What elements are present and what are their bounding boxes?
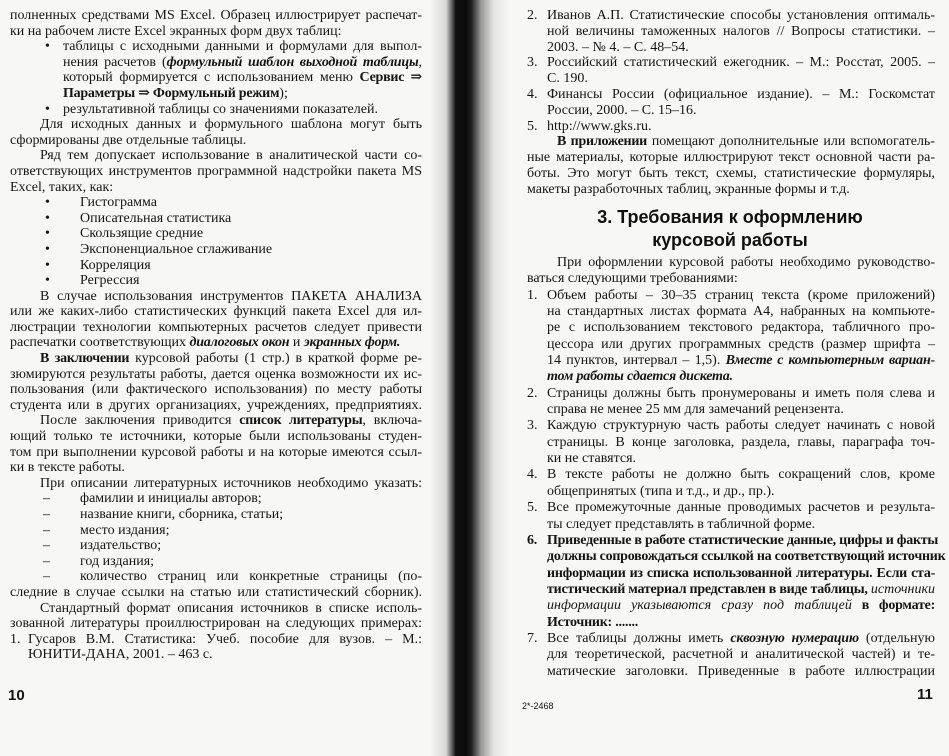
list-marker: • [45,241,50,257]
list-marker: 1. [527,287,538,303]
text-line [527,369,935,385]
text-run: ваться следующими требованиями: [527,271,738,287]
text-run: ты следует представлять в табличной форме. [547,516,816,532]
list-item-line [10,507,422,523]
text-run: название книги, сборника, статьи; [80,507,284,522]
text-run: ющий только те источники, которые были использованы студен- [10,429,422,445]
text-run: или же каких-либо статистических функций пакета Excel для ил- [10,304,422,320]
text-line [527,582,935,598]
text-run: том при выполнении курсовой работы и на которые имеются ссыл- [10,444,422,460]
emphasized-text: диалоговых окон [189,335,290,351]
text-line [10,585,422,601]
emphasized-text: том работы сдается дискета. [547,369,733,385]
list-item-line [527,55,935,71]
left-page-text [10,8,422,663]
emphasized-text: в формате: [851,598,936,614]
text-line [527,71,935,87]
list-item-line [10,554,422,570]
text-line [527,353,935,369]
text-run: для теоретической, расчетной и аналитической частей) и те- [547,647,935,663]
text-run: зованной литературы проиллюстрирован на следующих примерах: [10,616,422,632]
text-run: ки на рабочем листе Excel экранных форм двух таблиц: [10,23,342,39]
text-line [10,647,422,663]
list-marker: 4. [527,467,538,483]
list-item-line [527,418,935,434]
emphasized-text: тистический материал представлен в виде таблицы, [547,581,871,597]
list-item-line [10,569,422,585]
text-run: матические заголовки. Приведенные в работе иллюстрации [547,663,935,679]
text-run: люстрации технологии компьютерных расчетов следует привести [10,319,422,335]
text-line [10,616,422,632]
text-run: следние в случае ссылки на статью или статистический сборник). [10,584,422,600]
text-line [527,24,935,40]
text-line [527,451,935,467]
text-line [10,180,422,196]
text-run: В случае использования инструментов ПАКЕТА АНАЛИЗА [40,288,422,304]
text-run: Описательная статистика [80,210,232,226]
text-run: место издания; [80,522,170,538]
text-run: распечатки соответствующих [10,335,190,351]
text-run: результативной таблицы со значениями показателей. [63,101,378,117]
text-run: нения расчетов ( [63,54,167,70]
text-run: Скользящие средние [80,226,204,242]
list-item-line [10,491,422,507]
printer-signature-mark: 2*-2468 [522,701,554,711]
emphasized-text: Приведенные в работе статистические данные, цифры и факты [547,532,939,548]
text-run: издательство; [80,538,162,554]
list-marker: – [43,507,50,522]
text-run: Корреляция [80,257,151,273]
text-line [527,255,935,271]
text-run: зюмируются результаты работы, дается оценка возможности их ис- [10,366,422,382]
text-line [10,445,422,461]
text-line [10,398,422,414]
list-marker: – [43,569,50,585]
emphasized-text: экранных форм. [303,335,401,351]
text-run: , включа- [362,413,422,429]
list-marker: • [45,273,50,289]
list-item-line [10,226,422,242]
text-run: Все промежуточные данные проводимых расчетов и результа- [547,500,935,516]
list-item-line [527,87,935,103]
text-line [10,351,422,367]
text-run: , [418,54,422,70]
emphasized-text: информации указываются сразу под таблицей [547,598,852,614]
list-marker: 5. [527,500,538,516]
text-run: Российский статистический ежегодник. – М.: Росстат, 2005. – [547,55,935,71]
text-line [527,435,935,451]
text-run: Экспоненциальное сглаживание [80,241,273,257]
text-run: на стандартных листах формата А4, набранных на компьюте- [547,304,935,320]
text-run: справа не менее 25 мм для замечаний рецензента. [547,402,844,418]
emphasized-text: информации из списка использованной литературы. Если ста- [547,565,935,581]
right-page-requirements [527,255,946,680]
text-line [527,166,935,182]
emphasized-text: Вместе с компьютерным вариан- [725,353,935,369]
list-item-line [527,119,935,135]
text-line [10,55,422,71]
list-item-line [10,211,422,227]
text-line [527,549,946,565]
emphasized-text: источники [870,581,936,597]
list-marker: – [43,491,50,507]
text-run: ответствующих инструментов программной надстройки пакета MS [10,163,422,179]
list-item-line [10,632,422,648]
list-marker: • [45,195,50,211]
emphasized-text: В приложении [557,134,647,150]
text-run: 14 пунктов, интервал – 1,5). [547,353,726,369]
text-run: студента или в других организациях, учреждениях, предприятиях. [10,397,422,413]
text-line [527,40,935,56]
list-marker: 2. [527,8,538,23]
text-line [527,304,935,320]
emphasized-text: В заключении [40,351,130,367]
text-run: макеты разработочных таблиц, экранные формы и т.д. [527,181,850,197]
emphasized-text: Источник: ....... [547,614,638,630]
list-marker: – [43,522,50,538]
text-line [10,320,422,336]
text-run: России, 2000. – С. 15–16. [547,102,697,118]
right-page-references [527,8,935,198]
list-item-line [527,467,935,483]
text-run: С. 190. [547,71,588,87]
text-line [10,148,422,164]
list-item-line [10,102,422,118]
section-heading-line-1: 3. Требования к оформлению [597,207,863,227]
list-marker: 6. [527,532,537,548]
text-run: и [289,335,304,351]
list-marker: 1. [10,631,21,647]
text-line [527,484,935,500]
list-item-line [10,195,422,211]
text-run: Финансы России (официальное издание). – М.: Госкомстат [547,86,935,102]
emphasized-text: формульный шаблон выходной таблицы [166,54,419,70]
text-line [527,337,935,353]
text-run: ной величины таможенных налогов // Вопросы статистики. – [547,23,935,39]
text-line [527,271,935,287]
list-item-line [527,8,935,24]
text-line [10,460,422,476]
text-line [10,367,422,383]
text-run: общепринятых (типа и т.д., и др., пр.). [547,483,775,499]
text-line [10,133,422,149]
list-item-line [10,39,422,55]
text-line [10,304,422,320]
text-run: сформированы две отдельные таблицы. [10,132,247,148]
text-line [527,615,935,631]
text-run: В тексте работы не должно быть сокращений слов, кроме [547,467,935,483]
text-run: Иванов А.П. Статистические способы установления оптималь- [547,8,935,23]
text-run: полненных средствами MS Excel. Образец иллюстрирует распечат- [10,8,422,23]
text-line [10,476,422,492]
emphasized-text: сквозную нумерацию [730,630,859,646]
text-run: таблицы с исходными данными и формулами для выпол- [63,39,422,55]
text-run: курсовой работы (1 стр.) в краткой форме ре- [129,351,423,367]
text-run: количество страниц или конкретные страницы (по- [80,569,422,585]
list-item-line [527,288,935,304]
text-line [527,402,935,418]
text-run: 2003. – № 4. – С. 48–54. [547,39,689,55]
text-line [527,320,935,336]
text-line [10,70,422,86]
page-number-left: 10 [8,687,25,704]
text-line [10,8,422,24]
emphasized-text: должны сопровождаться ссылкой на соответствующий источник [547,549,946,565]
page-number-right: 11 [917,686,933,703]
text-run: страницы. В конце заголовка, раздела, главы, параграфа точ- [547,434,935,450]
text-run: (отдельную [858,630,936,646]
text-run: Страницы должны быть пронумерованы и иметь поля слева и [547,385,935,401]
text-line [527,134,935,150]
text-run: боты. Это могут быть текст, схемы, статистические формуляры, [527,165,935,181]
emphasized-text: Сервис ⇒ [359,70,422,86]
list-item-line [10,523,422,539]
text-run: Гистограмма [80,195,157,211]
list-item-line [527,386,935,402]
list-item-line [10,538,422,554]
text-run: http://www.gks.ru. [547,118,652,134]
list-marker: 2. [527,385,538,401]
list-item-line [527,631,935,647]
text-run: ре с использованием текстового редактора, табличного про- [547,320,935,336]
list-marker: 5. [527,118,538,134]
text-run: ные материалы, которые иллюстрируют текст основной части ра- [527,150,935,166]
text-run: ЮНИТИ-ДАНА, 2001. – 463 с. [28,647,213,663]
text-run: Для исходных данных и формульного шаблона могут быть [40,117,422,133]
text-run: помещают дополнительные или вспомогатель- [646,134,935,150]
text-line [10,86,422,102]
text-run: Стандартный формат описания источников в списке исполь- [40,600,422,616]
text-line [527,598,935,614]
text-line [527,150,935,166]
text-run: Объем работы – 30–35 страниц текста (кроме приложений) [547,287,935,303]
list-item-line [10,258,422,274]
text-line [527,103,935,119]
list-item-line [527,532,939,549]
text-run: ки не ставятся. [547,451,637,467]
text-line [10,335,422,351]
text-run: Регрессия [80,273,140,289]
text-line [527,517,935,533]
text-run: фамилии и инициалы авторов; [80,491,262,507]
list-marker: – [43,538,50,554]
text-run: При описании литературных источников необходимо указать: [40,475,422,491]
text-run: цессора или других программных средств (размер шрифта – [547,336,935,352]
book-spine [430,0,510,756]
text-run: ); [279,85,288,101]
list-item-line [527,500,935,516]
text-line [10,601,422,617]
section-heading-line-2: курсовой работы [652,230,808,250]
text-line [527,566,935,582]
list-marker: • [45,101,50,117]
text-run: ки в тексте работы. [10,460,125,476]
text-line [527,647,935,663]
list-marker: 7. [527,630,538,646]
text-run: Гусаров В.М. Статистика: Учеб. пособие для вузов. – М.: [28,631,422,647]
list-marker: • [45,257,50,273]
text-run: Каждую структурную часть работы следует начинать с новой [547,418,935,434]
text-run: который формируется с использованием меню [63,70,360,86]
text-line [10,164,422,180]
text-run: Все таблицы должны иметь [547,630,731,646]
text-run: год издания; [80,553,155,569]
text-line [527,182,935,198]
list-marker: 4. [527,86,538,102]
text-line [10,382,422,398]
text-run: После заключения приводится [40,413,240,429]
list-marker: • [45,39,50,55]
list-marker: • [45,210,50,226]
list-marker: 3. [527,418,538,434]
emphasized-text: список литературы [239,413,363,429]
text-run: пользования (или фактического использования) по месту работы [10,382,422,398]
text-run: Excel, таких, как: [10,179,114,195]
list-marker: 3. [527,55,538,71]
list-marker: • [45,226,50,242]
list-item-line [10,242,422,258]
text-run: При оформлении курсовой работы необходимо руководство- [557,255,935,270]
text-line [527,664,935,680]
text-line [10,413,422,429]
text-line [10,117,422,133]
section-heading [540,206,920,252]
text-line [10,24,422,40]
list-marker: – [43,553,50,569]
list-item-line [10,273,422,289]
text-run: Ряд тем допускает использование в аналитической части со- [40,148,422,164]
emphasized-text: Параметры ⇒ Формульный режим [63,85,280,101]
text-line [10,429,422,445]
text-line [10,289,422,305]
